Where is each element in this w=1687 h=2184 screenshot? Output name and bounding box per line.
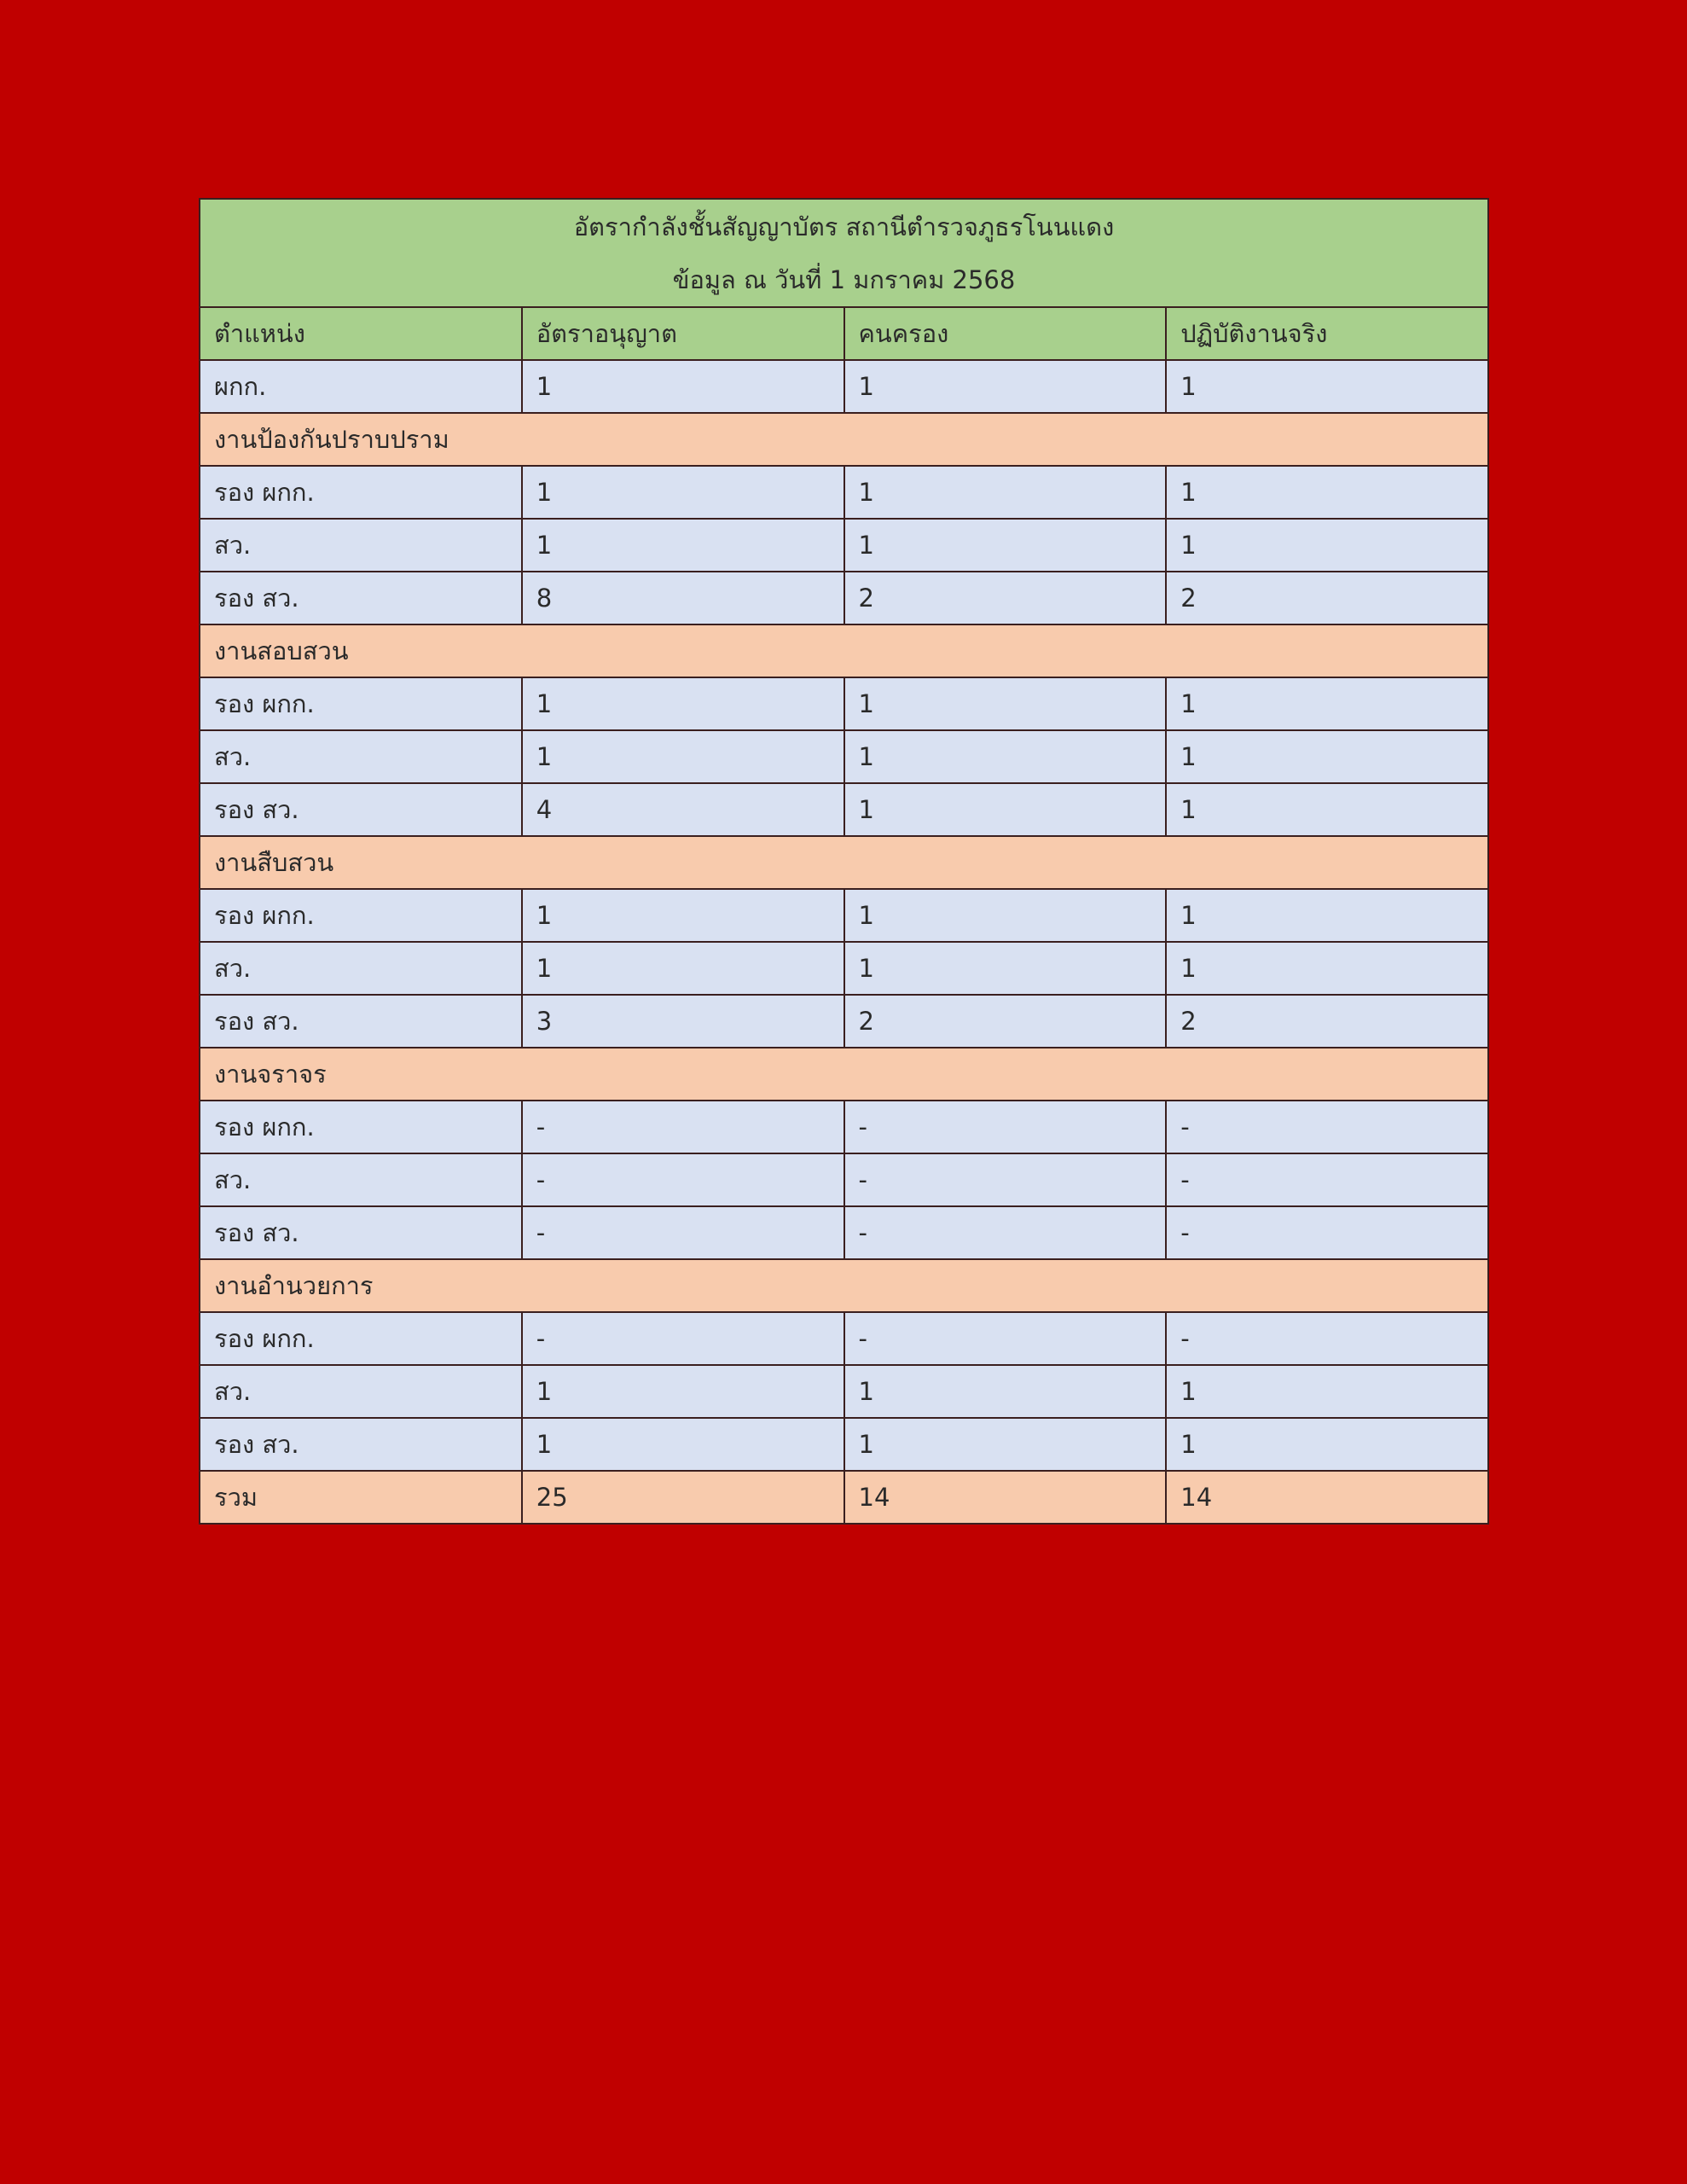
cell-position: รอง ผกก. — [200, 889, 522, 942]
table-row — [200, 1418, 1488, 1471]
cell-on-duty: 2 — [1166, 572, 1488, 624]
cell-on-duty: 2 — [1166, 995, 1488, 1048]
section-label: งานอำนวยการ — [200, 1259, 1488, 1312]
cell-occupied: 1 — [844, 466, 1167, 519]
total-row — [200, 1471, 1488, 1524]
table-row — [200, 995, 1488, 1048]
cell-authorized: 1 — [522, 730, 844, 783]
table-row — [200, 1153, 1488, 1206]
cell-authorized: 1 — [522, 942, 844, 995]
table-title: อัตรากำลังชั้นสัญญาบัตร สถานีตำรวจภูธรโนนแดง — [573, 212, 1115, 241]
cell-position: รอง สว. — [200, 995, 522, 1048]
table-row — [200, 783, 1488, 836]
cell-position: รอง ผกก. — [200, 1101, 522, 1153]
cell-authorized: 4 — [522, 783, 844, 836]
cell-position: สว. — [200, 730, 522, 783]
cell-occupied: - — [844, 1101, 1167, 1153]
cell-authorized: 1 — [522, 466, 844, 519]
table-title-row — [200, 199, 1488, 307]
header-authorized: อัตราอนุญาต — [522, 307, 844, 360]
cell-occupied: 1 — [844, 942, 1167, 995]
cell-authorized: 1 — [522, 1418, 844, 1471]
cell-on-duty: 1 — [1166, 889, 1488, 942]
cell-occupied: 1 — [844, 730, 1167, 783]
section-label: งานสืบสวน — [200, 836, 1488, 889]
cell-authorized: 1 — [522, 677, 844, 730]
cell-on-duty: 1 — [1166, 519, 1488, 572]
cell-on-duty: 1 — [1166, 360, 1488, 413]
cell-on-duty: - — [1166, 1206, 1488, 1259]
cell-position: รอง สว. — [200, 1206, 522, 1259]
cell-occupied: 1 — [844, 1365, 1167, 1418]
cell-on-duty: 1 — [1166, 1418, 1488, 1471]
section-row — [200, 1048, 1488, 1101]
cell-occupied: 1 — [844, 1418, 1167, 1471]
cell-authorized: - — [522, 1312, 844, 1365]
table-row — [200, 360, 1488, 413]
cell-position: รอง สว. — [200, 783, 522, 836]
table-row — [200, 1101, 1488, 1153]
table-row — [200, 466, 1488, 519]
cell-occupied: 14 — [844, 1471, 1167, 1524]
section-row — [200, 624, 1488, 677]
cell-on-duty: 1 — [1166, 730, 1488, 783]
section-label: งานสอบสวน — [200, 624, 1488, 677]
cell-on-duty: 14 — [1166, 1471, 1488, 1524]
table-row — [200, 1206, 1488, 1259]
cell-authorized: 1 — [522, 889, 844, 942]
table-row — [200, 889, 1488, 942]
table-row — [200, 942, 1488, 995]
cell-occupied: 1 — [844, 889, 1167, 942]
cell-on-duty: - — [1166, 1101, 1488, 1153]
cell-position: รอง ผกก. — [200, 466, 522, 519]
staffing-table — [199, 198, 1489, 1525]
cell-authorized: 8 — [522, 572, 844, 624]
cell-authorized: - — [522, 1206, 844, 1259]
section-label: งานป้องกันปราบปราม — [200, 413, 1488, 466]
cell-position: สว. — [200, 519, 522, 572]
cell-position: สว. — [200, 1153, 522, 1206]
table-row — [200, 677, 1488, 730]
cell-position: รวม — [200, 1471, 522, 1524]
cell-position: สว. — [200, 942, 522, 995]
cell-occupied: - — [844, 1206, 1167, 1259]
cell-occupied: 2 — [844, 995, 1167, 1048]
cell-occupied: 1 — [844, 519, 1167, 572]
table-row — [200, 519, 1488, 572]
section-label: งานจราจร — [200, 1048, 1488, 1101]
section-row — [200, 413, 1488, 466]
cell-authorized: 1 — [522, 360, 844, 413]
cell-position: ผกก. — [200, 360, 522, 413]
cell-authorized: 1 — [522, 1365, 844, 1418]
cell-on-duty: 1 — [1166, 466, 1488, 519]
cell-position: สว. — [200, 1365, 522, 1418]
table-header-row — [200, 307, 1488, 360]
cell-occupied: - — [844, 1153, 1167, 1206]
cell-authorized: - — [522, 1101, 844, 1153]
table-row — [200, 572, 1488, 624]
cell-on-duty: - — [1166, 1153, 1488, 1206]
cell-on-duty: 1 — [1166, 677, 1488, 730]
section-row — [200, 1259, 1488, 1312]
cell-occupied: 1 — [844, 360, 1167, 413]
cell-position: รอง สว. — [200, 572, 522, 624]
cell-occupied: 2 — [844, 572, 1167, 624]
table-row — [200, 1312, 1488, 1365]
header-position: ตำแหน่ง — [200, 307, 522, 360]
table-title-cell — [200, 199, 1488, 307]
cell-on-duty: 1 — [1166, 783, 1488, 836]
header-occupied: คนครอง — [844, 307, 1167, 360]
table-row — [200, 1365, 1488, 1418]
table-subtitle: ข้อมูล ณ วันที่ 1 มกราคม 2568 — [672, 264, 1016, 294]
cell-position: รอง ผกก. — [200, 1312, 522, 1365]
cell-on-duty: 1 — [1166, 942, 1488, 995]
cell-position: รอง ผกก. — [200, 677, 522, 730]
table-row — [200, 730, 1488, 783]
cell-authorized: - — [522, 1153, 844, 1206]
header-on-duty: ปฏิบัติงานจริง — [1166, 307, 1488, 360]
cell-position: รอง สว. — [200, 1418, 522, 1471]
section-row — [200, 836, 1488, 889]
cell-occupied: 1 — [844, 677, 1167, 730]
cell-occupied: - — [844, 1312, 1167, 1365]
cell-on-duty: - — [1166, 1312, 1488, 1365]
cell-authorized: 1 — [522, 519, 844, 572]
cell-authorized: 3 — [522, 995, 844, 1048]
cell-on-duty: 1 — [1166, 1365, 1488, 1418]
cell-occupied: 1 — [844, 783, 1167, 836]
cell-authorized: 25 — [522, 1471, 844, 1524]
